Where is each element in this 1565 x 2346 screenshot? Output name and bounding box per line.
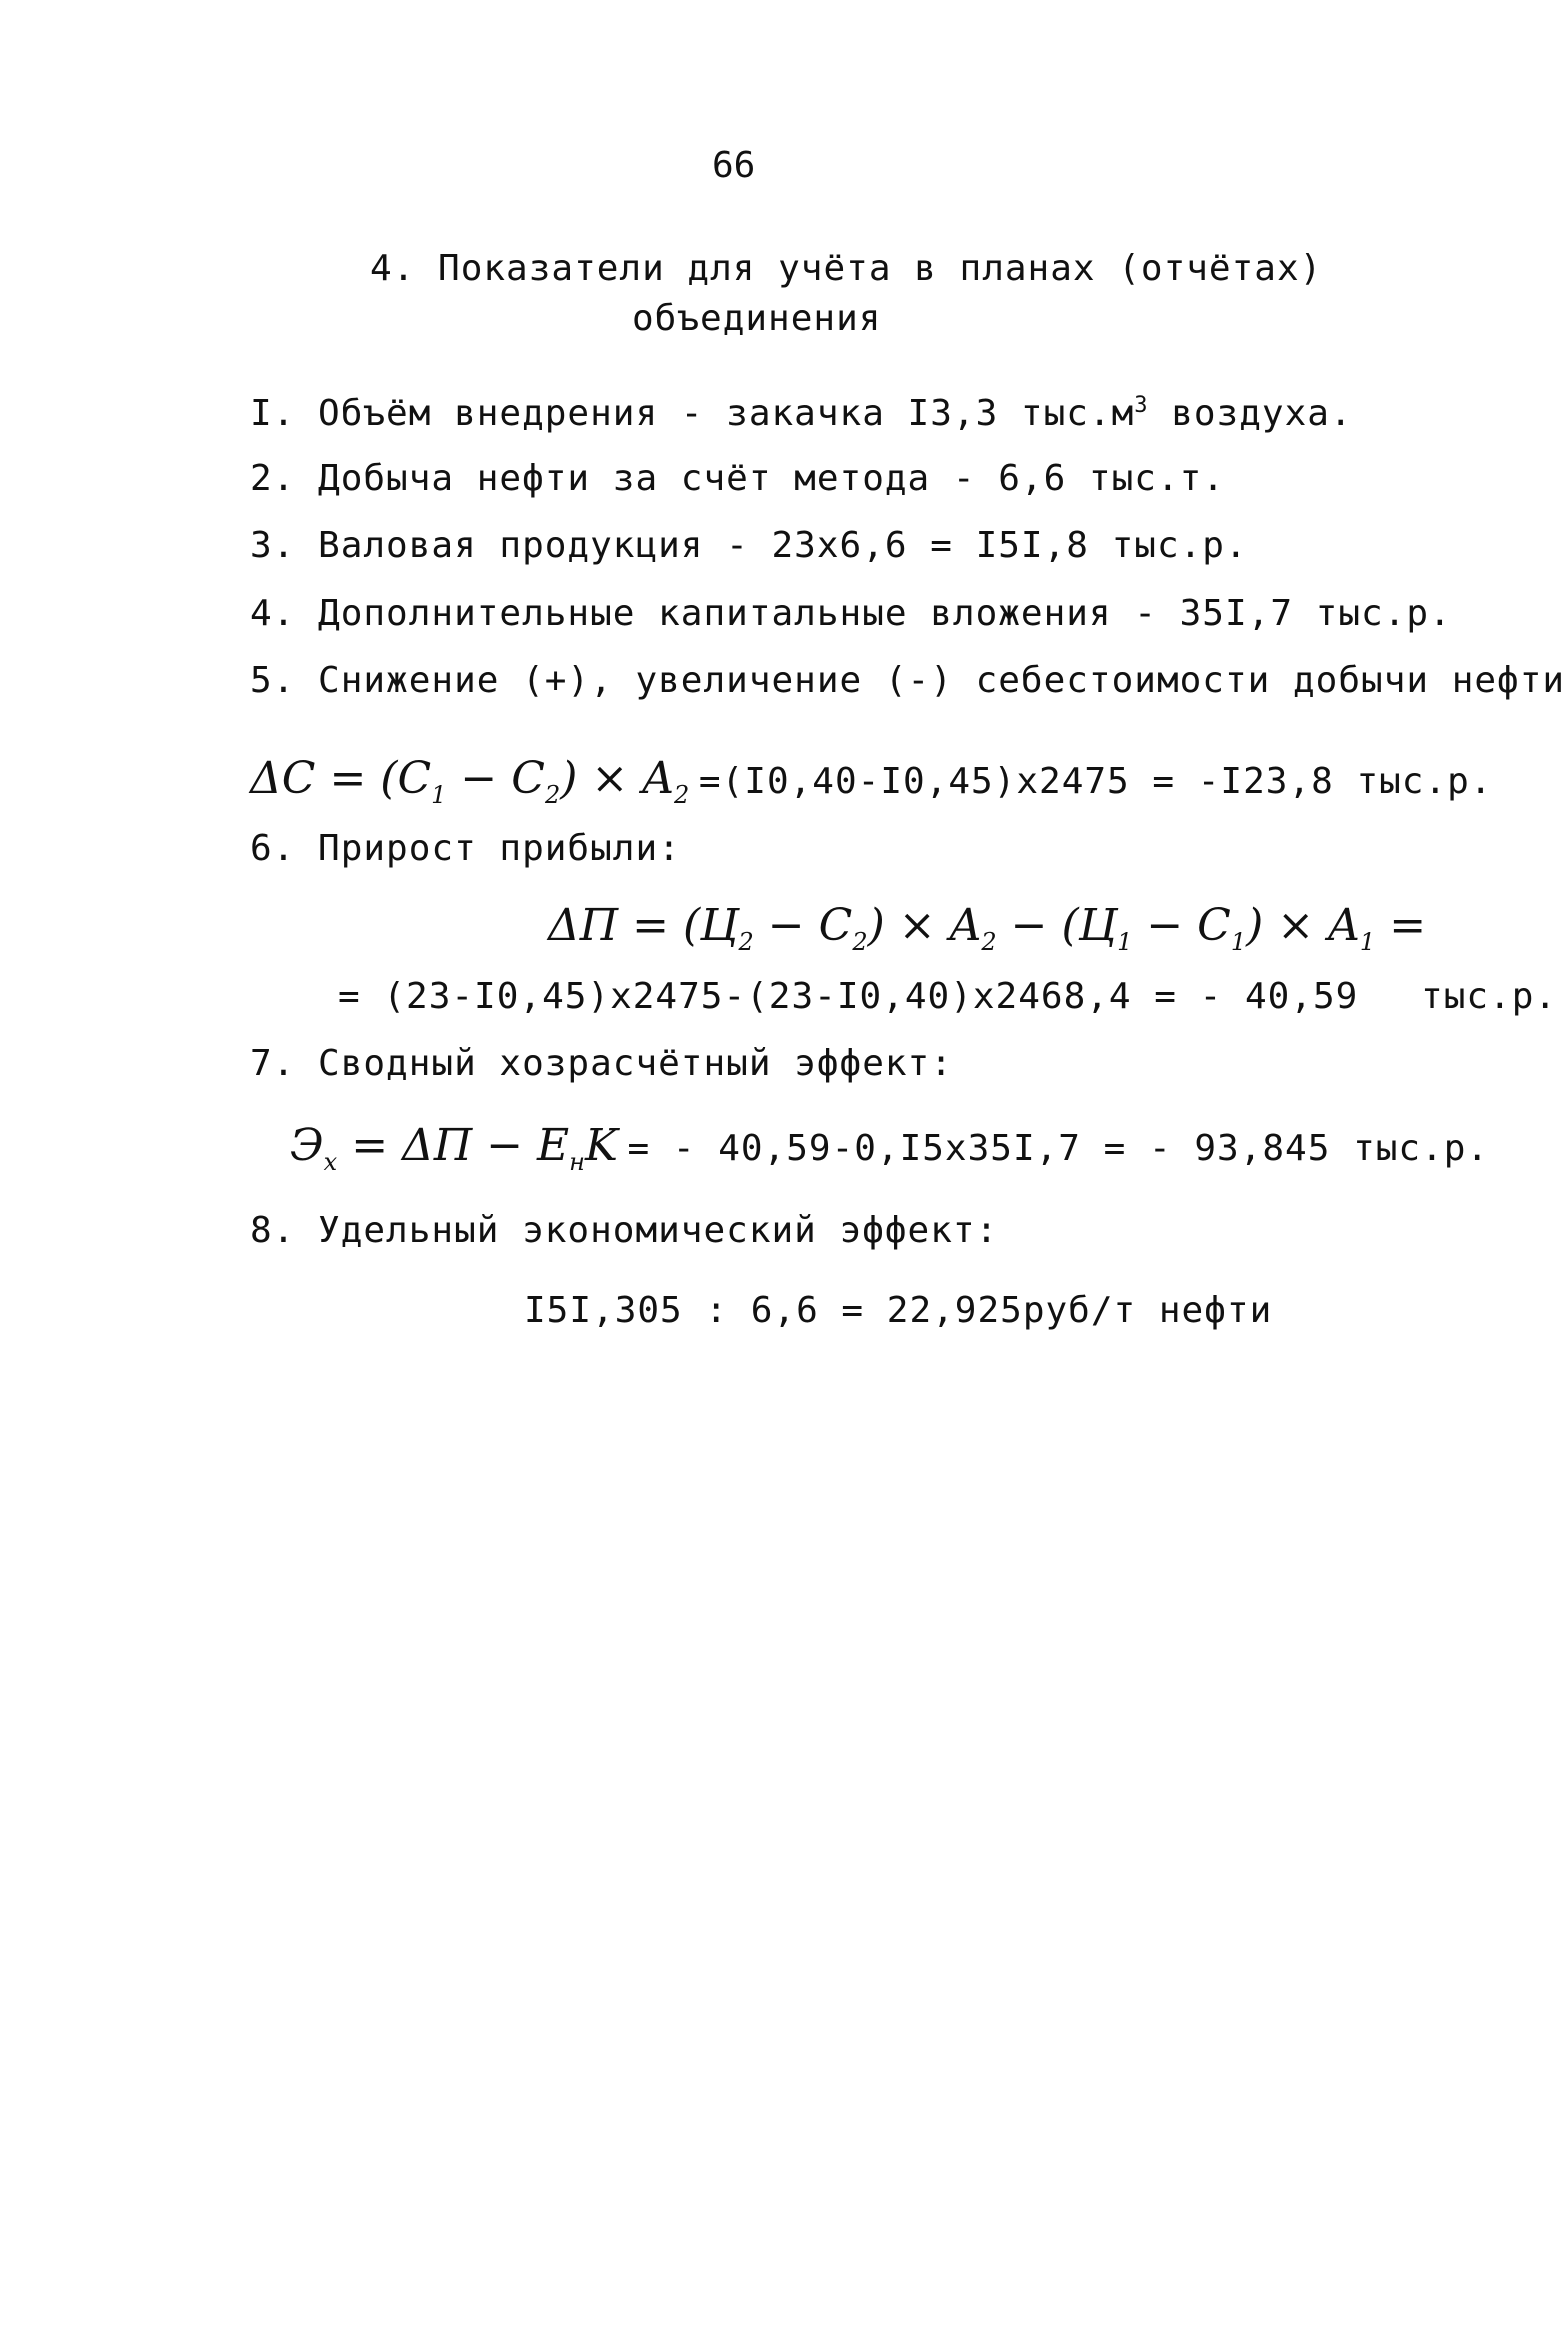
page-number: 66 (712, 145, 756, 186)
item-6: 6. Прирост прибыли: (250, 828, 681, 869)
item-2: 2. Добыча нефти за счёт метода - 6,6 тыс.т. (250, 458, 1225, 499)
formula-delta-c: $\Delta C = (C_1 - C_2) \times A_2 =(I0,40-I0,45)x2475 = -I23,8$ тыс.р. (250, 753, 1493, 809)
item-1 (250, 393, 1353, 434)
item-4: 4. Дополнительные капитальные вложения - 35I,7 тыс.р. (250, 593, 1452, 634)
section-title-line1: 4. Показатели для учёта в планах (отчётах) (370, 248, 1323, 289)
dc-lhs: ΔC (250, 753, 316, 804)
item-3: 3. Валовая продукция - 23x6,6 = I5I,8 тыс.р. (250, 525, 1248, 566)
item-1-text: I. Объём внедрения - закачка I3,3 тыс.м (250, 393, 1135, 434)
formula-delta-p-line2: = (23-I0,45)x2475-(23-I0,40)x2468,4 = - 40,59 тыс.р. (338, 976, 1558, 1017)
item-1-tail: воздуха. (1148, 393, 1353, 434)
formula-specific-effect: I5I,305 : 6,6 = 22,925руб/т нефти (524, 1290, 1273, 1331)
item-8: 8. Удельный экономический эффект: (250, 1210, 999, 1251)
formula-delta-p-line1: $\Delta П = (Ц_2 - C_2) \times A_2 - (Ц_1 - C_1) \times A_1$ = (548, 900, 1427, 956)
formula-effect: $Э_х = \Delta П - E_нK$ = - 40,59-0,I5x35I,7 = - 93,845 тыс.р. (290, 1120, 1490, 1176)
dc-rhs: =(I0,40-I0,45)x2475 = -I23,8 тыс.р. (698, 761, 1493, 802)
item-1-sup: 3 (1134, 393, 1149, 418)
section-title-line2: объединения (632, 298, 882, 339)
item-5: 5. Снижение (+), увеличение (-) себестоимости добычи нефти (250, 660, 1565, 701)
item-7: 7. Сводный хозрасчётный эффект: (250, 1043, 953, 1084)
